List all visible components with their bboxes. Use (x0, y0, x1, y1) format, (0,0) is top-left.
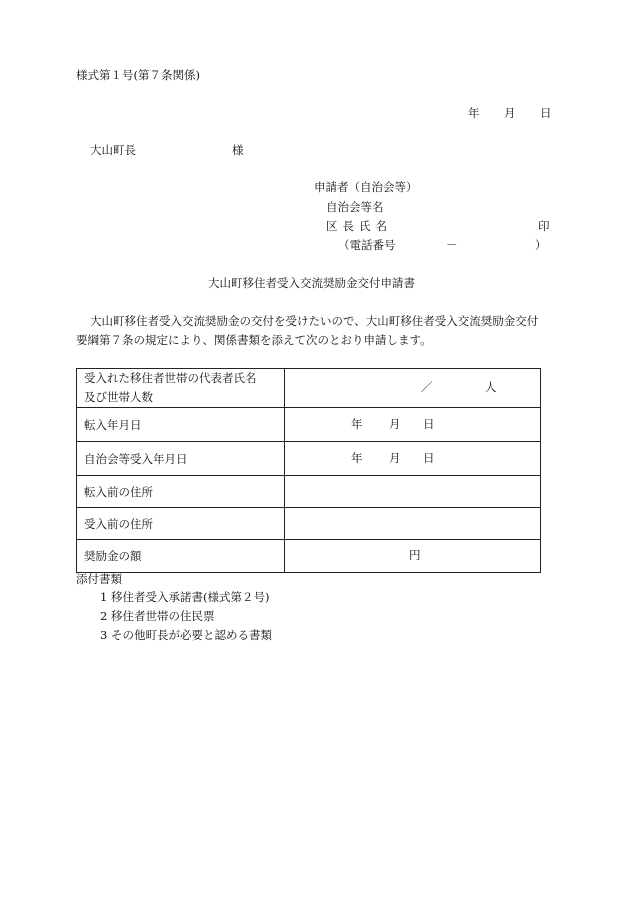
applicant-header: 申請者（自治会等） (314, 180, 418, 194)
attachment-item: 1 移住者受入承諾書(様式第２号) (100, 590, 270, 604)
table-row (77, 540, 541, 573)
body-line-2: 要綱第７条の規定により、関係書類を添えて次のとおり申請します。 (76, 333, 432, 347)
move-in-date-value-cell[interactable] (285, 408, 541, 442)
acceptance-year-label: 年 (351, 451, 363, 465)
persons-unit: 人 (485, 380, 497, 394)
table-row (77, 476, 541, 508)
pre-acceptance-address-label: 受入前の住所 (77, 508, 285, 540)
slash-separator: ／ (421, 380, 433, 394)
yen-unit: 円 (409, 548, 421, 562)
application-table (76, 368, 541, 573)
head-name-label: 区長氏名 (326, 219, 392, 233)
phone-label: （電話番号 (338, 238, 396, 252)
body-line-1: 大山町移住者受入交流奨励金の交付を受けたいので、大山町移住者受入交流奨励金交付 (90, 314, 539, 328)
acceptance-month-label: 月 (389, 451, 401, 465)
attachment-item: 3 その他町長が必要と認める書類 (100, 628, 272, 642)
household-value-cell[interactable] (285, 369, 541, 408)
seal-mark: 印 (538, 219, 550, 233)
household-label-cell (77, 369, 285, 408)
previous-address-value-cell[interactable] (285, 476, 541, 508)
date-year-label: 年 (468, 106, 480, 120)
phone-close: ） (535, 238, 547, 252)
grant-amount-value-cell[interactable] (285, 540, 541, 573)
acceptance-date-label: 自治会等受入年月日 (77, 442, 285, 476)
table-row (77, 408, 541, 442)
move-in-day-label: 日 (423, 417, 435, 431)
move-in-date-label: 転入年月日 (77, 408, 285, 442)
acceptance-day-label: 日 (423, 451, 435, 465)
form-number: 様式第１号(第７条関係) (76, 68, 200, 82)
date-day-label: 日 (540, 106, 552, 120)
date-month-label: 月 (504, 106, 516, 120)
move-in-year-label: 年 (351, 417, 363, 431)
addressee-honorific: 様 (232, 143, 244, 157)
table-row (77, 508, 541, 540)
move-in-month-label: 月 (389, 417, 401, 431)
grant-amount-label: 奨励金の額 (77, 540, 285, 573)
org-name-label: 自治会等名 (326, 200, 384, 214)
table-row (77, 442, 541, 476)
phone-dash: － (446, 238, 458, 252)
household-label-line2: 及び世帯人数 (84, 390, 153, 404)
attachment-item: 2 移住者世帯の住民票 (100, 609, 215, 623)
pre-acceptance-address-value-cell[interactable] (285, 508, 541, 540)
addressee-name: 大山町長 (90, 143, 136, 157)
document-title: 大山町移住者受入交流奨励金交付申請書 (208, 276, 415, 290)
acceptance-date-value-cell[interactable] (285, 442, 541, 476)
table-row (77, 369, 541, 408)
previous-address-label: 転入前の住所 (77, 476, 285, 508)
attachments-header: 添付書類 (76, 572, 122, 586)
household-label-line1: 受入れた移住者世帯の代表者氏名 (84, 371, 257, 385)
